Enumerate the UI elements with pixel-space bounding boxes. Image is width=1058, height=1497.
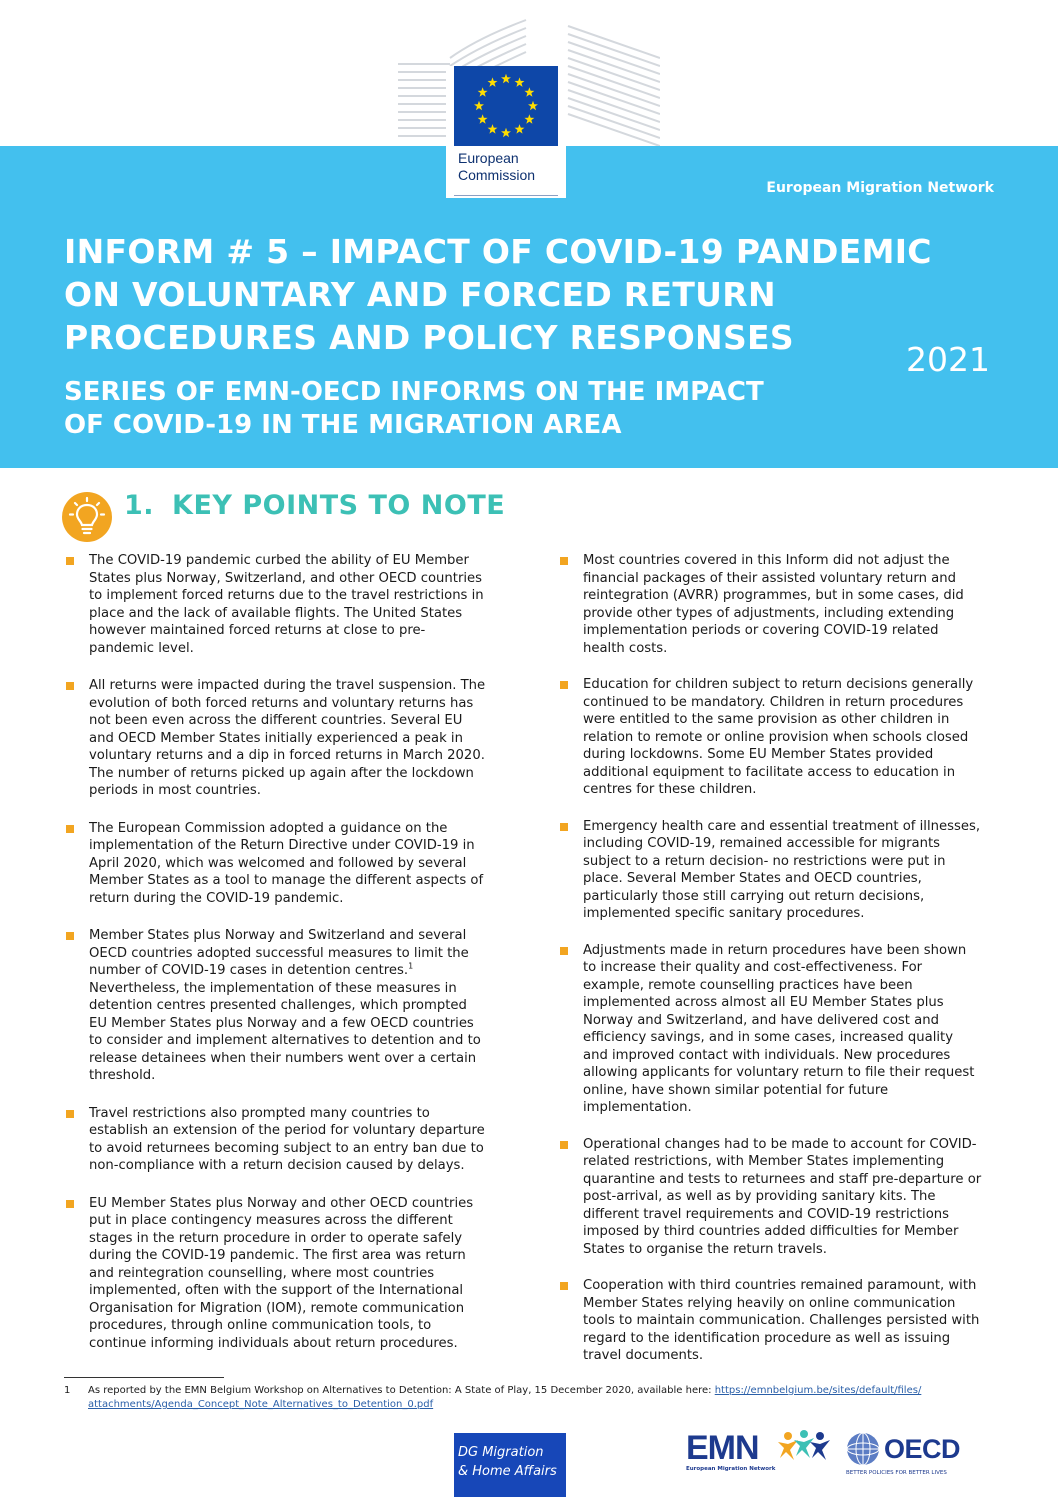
eu-star-icon bbox=[474, 101, 484, 110]
eu-star-icon bbox=[478, 114, 488, 123]
subtitle-line-2: OF COVID-19 IN THE MIGRATION AREA bbox=[64, 410, 622, 440]
title-line-2: ON VOLUNTARY AND FORCED RETURN bbox=[64, 275, 776, 314]
oecd-wordmark: OECD bbox=[884, 1434, 961, 1464]
key-points-right-column bbox=[558, 552, 982, 1384]
key-point: Emergency health care and essential treatment of illnesses, including COVID-19, remained accessible for migrants subject to a return decision- no restrictions were put in place. Several Member States and OECD countries, particularly those still carrying out return decisions, implemented specific sanitary procedures. bbox=[558, 818, 982, 923]
eu-star-icon bbox=[524, 114, 534, 123]
eu-star-icon bbox=[515, 77, 525, 86]
key-point: The European Commission adopted a guidance on the implementation of the Return Directive under COVID-19 in April 2020, which was welcomed and followed by several Member States as a tool to manage the different aspects of return during the COVID-19 pandemic. bbox=[64, 820, 488, 908]
section-title: KEY POINTS TO NOTE bbox=[172, 490, 506, 521]
key-point: Education for children subject to return decisions generally continued to be mandatory. Children in return procedures were entitled to the same provision as other children in relation to remote or online provision when schools closed during lockdowns. Some EU Member States provided additional equipment to facilitate access to education in centres for these children. bbox=[558, 676, 982, 799]
title-line-3: PROCEDURES AND POLICY RESPONSES bbox=[64, 318, 794, 357]
footnote bbox=[64, 1384, 964, 1412]
footnote-link[interactable]: https://emnbelgium.be/sites/default/files/ bbox=[714, 1385, 922, 1396]
european-commission-logo bbox=[446, 66, 566, 198]
eu-star-icon bbox=[488, 124, 498, 133]
eu-star-icon bbox=[488, 77, 498, 86]
document-title bbox=[64, 230, 944, 359]
publication-year: 2021 bbox=[906, 340, 990, 379]
footnote-number: 1 bbox=[64, 1385, 71, 1396]
eu-star-icon bbox=[515, 124, 525, 133]
subtitle-line-1: SERIES OF EMN-OECD INFORMS ON THE IMPACT bbox=[64, 377, 764, 407]
key-point: Operational changes had to be made to account for COVID-related restrictions, with Member States implementing quarantine and tests to returnees and staff pre-departure or post-arrival, as well as by providing sanitary kits. The different travel requirements and COVID-19 restrictions imposed by third countries added difficulties for Member States to organise the return travels. bbox=[558, 1136, 982, 1259]
section-heading bbox=[124, 490, 505, 521]
eu-star-icon bbox=[501, 128, 511, 137]
key-point: Adjustments made in return procedures have been shown to increase their quality and cost-effectiveness. For example, remote counselling practices have been implemented across almost all EU Member States plus Norway and Switzerland, and have delivered cost and efficiency savings, and in some cases, increased quality and improved contact with individuals. New procedures allowing applicants for voluntary return to file their request online, have shown similar potential for future implementation. bbox=[558, 942, 982, 1117]
eu-flag-icon bbox=[454, 66, 558, 146]
eu-star-icon bbox=[478, 87, 488, 96]
lightbulb-icon bbox=[62, 492, 112, 542]
key-point-text: Member States plus Norway and Switzerland and several OECD countries adopted successful measures to limit the number of COVID-19 cases in detention centres. bbox=[89, 928, 469, 978]
footnote-reference[interactable]: 1 bbox=[408, 961, 414, 971]
logo-wordmark bbox=[458, 150, 535, 184]
footnote-link-continued[interactable]: attachments/Agenda_Concept_Note_Alternatives_to_Detention_0.pdf bbox=[88, 1399, 434, 1410]
section-number: 1. bbox=[124, 490, 155, 521]
key-point-text-continued: Nevertheless, the implementation of these measures in detention centres presented challenges, which prompted EU Member States plus Norway and a few OECD countries to consider and implement alternatives to detention and to release detainees when their numbers went over a certain threshold. bbox=[89, 980, 481, 1083]
logo-divider bbox=[454, 195, 558, 196]
dg-line-2: & Home Affairs bbox=[458, 1464, 557, 1479]
footnote-text: As reported by the EMN Belgium Workshop on Alternatives to Detention: A State of Play, 15 December 2020, available here: bbox=[88, 1385, 715, 1396]
eu-star-icon bbox=[528, 101, 538, 110]
key-point: The COVID-19 pandemic curbed the ability of EU Member States plus Norway, Switzerland, and other OECD countries to implement forced returns due to the travel restrictions in place and the lack of available flights. The United States however maintained forced returns at close to pre-pandemic level. bbox=[64, 552, 488, 657]
key-point: Travel restrictions also prompted many countries to establish an extension of the period for voluntary departure to avoid returnees becoming subject to an entry ban due to non-compliance with a return decision caused by delays. bbox=[64, 1105, 488, 1175]
logo-line-1: European bbox=[458, 150, 519, 166]
emn-wordmark: EMN bbox=[686, 1429, 759, 1467]
network-label: European Migration Network bbox=[766, 180, 994, 196]
key-point bbox=[64, 927, 488, 1085]
key-point: Cooperation with third countries remained paramount, with Member States relying heavily on online communication tools to maintain communication. Challenges persisted with regard to the identification procedure as well as issuing travel documents. bbox=[558, 1277, 982, 1365]
dg-line-1: DG Migration bbox=[458, 1445, 544, 1460]
key-point: Most countries covered in this Inform did not adjust the financial packages of their assisted voluntary return and reintegration (AVRR) programmes, but in some cases, did provide other types of adjustments, including extending implementation periods or covering COVID-19 related health costs. bbox=[558, 552, 982, 657]
oecd-tagline: BETTER POLICIES FOR BETTER LIVES bbox=[846, 1470, 947, 1476]
footnote-divider bbox=[64, 1377, 224, 1378]
title-line-1: INFORM # 5 – IMPACT OF COVID-19 PANDEMIC bbox=[64, 232, 932, 271]
dg-migration-logo bbox=[454, 1433, 566, 1497]
logo-line-2: Commission bbox=[458, 167, 536, 183]
key-point: EU Member States plus Norway and other OECD countries put in place contingency measures across the different stages in the return procedure in order to operate safely during the COVID-19 pandemic. The first area was return and reintegration counselling, where most countries implemented, often with the support of the International Organisation for Migration (IOM), remote communication procedures, through online communication tools, to continue informing individuals about return procedures. bbox=[64, 1195, 488, 1353]
document-subtitle bbox=[64, 376, 764, 442]
emn-tagline: European Migration Network bbox=[686, 1466, 776, 1472]
globe-icon bbox=[846, 1432, 880, 1466]
eu-star-icon bbox=[501, 74, 511, 83]
key-point: All returns were impacted during the travel suspension. The evolution of both forced returns and voluntary returns has not been even across the different countries. Several EU and OECD Member States initially experienced a peak in voluntary returns and a dip in forced returns in March 2020. The number of returns picked up again after the lockdown periods in most countries. bbox=[64, 677, 488, 800]
emn-figures-icon bbox=[776, 1428, 832, 1462]
eu-star-icon bbox=[524, 87, 534, 96]
key-points-left-column bbox=[64, 552, 488, 1372]
emn-logo bbox=[686, 1428, 836, 1478]
oecd-logo bbox=[846, 1432, 966, 1482]
